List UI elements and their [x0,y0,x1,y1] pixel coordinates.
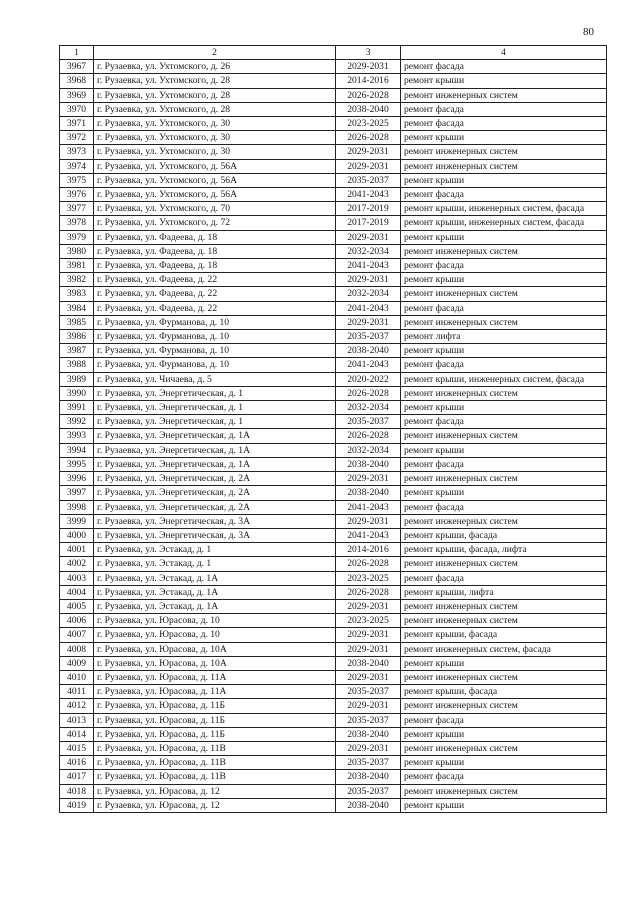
address-cell: г. Рузаевка, ул. Юрасова, д. 11Б [94,699,336,713]
row-number: 3985 [60,315,94,329]
address-cell: г. Рузаевка, ул. Ухтомского, д. 30 [94,145,336,159]
table-row [60,273,607,287]
address-cell: г. Рузаевка, ул. Юрасова, д. 11В [94,756,336,770]
table-row [60,330,607,344]
header-cell-2: 2 [94,46,336,60]
period-cell: 2026-2028 [336,88,401,102]
work-type-cell: ремонт крыши, фасада [401,685,607,699]
address-cell: г. Рузаевка, ул. Юрасова, д. 11В [94,770,336,784]
period-cell: 2029-2031 [336,145,401,159]
table-row [60,472,607,486]
table-row [60,315,607,329]
row-number: 4018 [60,784,94,798]
row-number: 4017 [60,770,94,784]
work-type-cell: ремонт крыши, фасада [401,528,607,542]
period-cell: 2038-2040 [336,486,401,500]
address-cell: г. Рузаевка, ул. Фадеева, д. 22 [94,287,336,301]
period-cell: 2035-2037 [336,415,401,429]
work-type-cell: ремонт фасада [401,102,607,116]
period-cell: 2020-2022 [336,372,401,386]
row-number: 4008 [60,642,94,656]
work-type-cell: ремонт фасада [401,415,607,429]
period-cell: 2035-2037 [336,713,401,727]
work-type-cell: ремонт инженерных систем [401,159,607,173]
period-cell: 2029-2031 [336,472,401,486]
work-type-cell: ремонт крыши [401,401,607,415]
period-cell: 2029-2031 [336,60,401,74]
period-cell: 2035-2037 [336,756,401,770]
table-row [60,614,607,628]
row-number: 4002 [60,557,94,571]
period-cell: 2029-2031 [336,159,401,173]
period-cell: 2035-2037 [336,330,401,344]
address-cell: г. Рузаевка, ул. Юрасова, д. 10А [94,656,336,670]
table-row [60,443,607,457]
work-type-cell: ремонт крыши [401,273,607,287]
row-number: 4003 [60,571,94,585]
period-cell: 2038-2040 [336,457,401,471]
table-row [60,301,607,315]
address-cell: г. Рузаевка, ул. Фадеева, д. 18 [94,230,336,244]
work-type-cell: ремонт инженерных систем [401,741,607,755]
row-number: 3991 [60,401,94,415]
period-cell: 2029-2031 [336,670,401,684]
table-row [60,798,607,812]
address-cell: г. Рузаевка, ул. Юрасова, д. 11А [94,685,336,699]
work-type-cell: ремонт инженерных систем [401,614,607,628]
table-row [60,528,607,542]
address-cell: г. Рузаевка, ул. Фурманова, д. 10 [94,358,336,372]
address-cell: г. Рузаевка, ул. Ухтомского, д. 28 [94,88,336,102]
table-row [60,628,607,642]
period-cell: 2026-2028 [336,557,401,571]
row-number: 3972 [60,131,94,145]
row-number: 3986 [60,330,94,344]
table-row [60,585,607,599]
work-type-cell: ремонт инженерных систем, фасада [401,642,607,656]
work-type-cell: ремонт лифта [401,330,607,344]
work-type-cell: ремонт крыши [401,756,607,770]
work-type-cell: ремонт фасада [401,117,607,131]
table-row [60,756,607,770]
repair-schedule-table [59,45,607,813]
table-row [60,429,607,443]
address-cell: г. Рузаевка, ул. Эстакад, д. 1А [94,585,336,599]
work-type-cell: ремонт инженерных систем [401,386,607,400]
period-cell: 2026-2028 [336,585,401,599]
table-row [60,656,607,670]
row-number: 4004 [60,585,94,599]
row-number: 3976 [60,188,94,202]
row-number: 4006 [60,614,94,628]
address-cell: г. Рузаевка, ул. Энергетическая, д. 1А [94,443,336,457]
address-cell: г. Рузаевка, ул. Юрасова, д. 11В [94,741,336,755]
row-number: 3994 [60,443,94,457]
row-number: 3995 [60,457,94,471]
row-number: 3982 [60,273,94,287]
table-row [60,287,607,301]
row-number: 3989 [60,372,94,386]
row-number: 3970 [60,102,94,116]
work-type-cell: ремонт инженерных систем [401,472,607,486]
header-cell-3: 3 [336,46,401,60]
table-row [60,784,607,798]
row-number: 3968 [60,74,94,88]
period-cell: 2017-2019 [336,216,401,230]
work-type-cell: ремонт фасада [401,301,607,315]
table-row [60,344,607,358]
table-row [60,117,607,131]
row-number: 3973 [60,145,94,159]
page-number: 80 [583,26,594,38]
row-number: 3998 [60,500,94,514]
work-type-cell: ремонт инженерных систем [401,88,607,102]
work-type-cell: ремонт инженерных систем [401,557,607,571]
address-cell: г. Рузаевка, ул. Ухтомского, д. 30 [94,117,336,131]
work-type-cell: ремонт инженерных систем [401,670,607,684]
row-number: 3980 [60,244,94,258]
address-cell: г. Рузаевка, ул. Ухтомского, д. 56А [94,188,336,202]
period-cell: 2026-2028 [336,386,401,400]
period-cell: 2041-2043 [336,528,401,542]
address-cell: г. Рузаевка, ул. Фадеева, д. 18 [94,259,336,273]
work-type-cell: ремонт крыши, фасада [401,628,607,642]
row-number: 3987 [60,344,94,358]
address-cell: г. Рузаевка, ул. Ухтомского, д. 30 [94,131,336,145]
table-row [60,571,607,585]
period-cell: 2038-2040 [336,344,401,358]
table-row [60,244,607,258]
table-row [60,159,607,173]
table-row [60,500,607,514]
period-cell: 2026-2028 [336,131,401,145]
address-cell: г. Рузаевка, ул. Ухтомского, д. 56А [94,159,336,173]
address-cell: г. Рузаевка, ул. Юрасова, д. 11Б [94,727,336,741]
address-cell: г. Рузаевка, ул. Энергетическая, д. 1 [94,386,336,400]
address-cell: г. Рузаевка, ул. Юрасова, д. 12 [94,784,336,798]
period-cell: 2023-2025 [336,571,401,585]
table-row [60,401,607,415]
row-number: 3975 [60,173,94,187]
table-row [60,457,607,471]
row-number: 3997 [60,486,94,500]
table-row [60,202,607,216]
row-number: 4001 [60,543,94,557]
work-type-cell: ремонт инженерных систем [401,784,607,798]
address-cell: г. Рузаевка, ул. Энергетическая, д. 3А [94,528,336,542]
row-number: 3967 [60,60,94,74]
work-type-cell: ремонт фасада [401,358,607,372]
address-cell: г. Рузаевка, ул. Фадеева, д. 22 [94,273,336,287]
period-cell: 2023-2025 [336,117,401,131]
address-cell: г. Рузаевка, ул. Юрасова, д. 10 [94,614,336,628]
period-cell: 2029-2031 [336,699,401,713]
period-cell: 2038-2040 [336,727,401,741]
period-cell: 2038-2040 [336,656,401,670]
table-row [60,74,607,88]
row-number: 3969 [60,88,94,102]
table-row [60,642,607,656]
row-number: 3979 [60,230,94,244]
work-type-cell: ремонт инженерных систем [401,315,607,329]
period-cell: 2029-2031 [336,741,401,755]
table-row [60,216,607,230]
period-cell: 2023-2025 [336,614,401,628]
row-number: 3981 [60,259,94,273]
work-type-cell: ремонт крыши, лифта [401,585,607,599]
table-row [60,543,607,557]
table-row [60,102,607,116]
row-number: 3999 [60,514,94,528]
work-type-cell: ремонт крыши [401,230,607,244]
row-number: 3984 [60,301,94,315]
header-row [60,46,607,60]
row-number: 4016 [60,756,94,770]
row-number: 3988 [60,358,94,372]
period-cell: 2041-2043 [336,188,401,202]
row-number: 3992 [60,415,94,429]
work-type-cell: ремонт крыши, инженерных систем, фасада [401,202,607,216]
address-cell: г. Рузаевка, ул. Эстакад, д. 1 [94,543,336,557]
address-cell: г. Рузаевка, ул. Ухтомского, д. 28 [94,102,336,116]
row-number: 3977 [60,202,94,216]
work-type-cell: ремонт фасада [401,60,607,74]
work-type-cell: ремонт крыши, фасада, лифта [401,543,607,557]
row-number: 4014 [60,727,94,741]
table-row [60,727,607,741]
work-type-cell: ремонт фасада [401,188,607,202]
work-type-cell: ремонт инженерных систем [401,699,607,713]
work-type-cell: ремонт крыши, инженерных систем, фасада [401,216,607,230]
address-cell: г. Рузаевка, ул. Энергетическая, д. 2А [94,472,336,486]
period-cell: 2029-2031 [336,230,401,244]
period-cell: 2017-2019 [336,202,401,216]
address-cell: г. Рузаевка, ул. Фурманова, д. 10 [94,330,336,344]
address-cell: г. Рузаевка, ул. Чичаева, д. 5 [94,372,336,386]
work-type-cell: ремонт инженерных систем [401,599,607,613]
period-cell: 2038-2040 [336,798,401,812]
period-cell: 2035-2037 [336,685,401,699]
row-number: 3993 [60,429,94,443]
work-type-cell: ремонт крыши [401,486,607,500]
table-row [60,131,607,145]
period-cell: 2041-2043 [336,358,401,372]
row-number: 4010 [60,670,94,684]
period-cell: 2035-2037 [336,173,401,187]
row-number: 4007 [60,628,94,642]
address-cell: г. Рузаевка, ул. Фадеева, д. 18 [94,244,336,258]
work-type-cell: ремонт фасада [401,500,607,514]
address-cell: г. Рузаевка, ул. Энергетическая, д. 1А [94,429,336,443]
work-type-cell: ремонт крыши, инженерных систем, фасада [401,372,607,386]
address-cell: г. Рузаевка, ул. Юрасова, д. 11Б [94,713,336,727]
period-cell: 2041-2043 [336,259,401,273]
address-cell: г. Рузаевка, ул. Эстакад, д. 1А [94,599,336,613]
address-cell: г. Рузаевка, ул. Юрасова, д. 10А [94,642,336,656]
period-cell: 2032-2034 [336,401,401,415]
table-row [60,685,607,699]
row-number: 4009 [60,656,94,670]
period-cell: 2029-2031 [336,315,401,329]
work-type-cell: ремонт крыши [401,173,607,187]
period-cell: 2029-2031 [336,273,401,287]
work-type-cell: ремонт фасада [401,770,607,784]
period-cell: 2029-2031 [336,514,401,528]
table-row [60,599,607,613]
row-number: 3978 [60,216,94,230]
table-row [60,358,607,372]
address-cell: г. Рузаевка, ул. Юрасова, д. 11А [94,670,336,684]
table-row [60,88,607,102]
work-type-cell: ремонт фасада [401,713,607,727]
work-type-cell: ремонт инженерных систем [401,145,607,159]
row-number: 4000 [60,528,94,542]
address-cell: г. Рузаевка, ул. Эстакад, д. 1А [94,571,336,585]
address-cell: г. Рузаевка, ул. Энергетическая, д. 1 [94,415,336,429]
row-number: 4013 [60,713,94,727]
work-type-cell: ремонт крыши [401,727,607,741]
period-cell: 2026-2028 [336,429,401,443]
table-row [60,415,607,429]
work-type-cell: ремонт инженерных систем [401,429,607,443]
row-number: 4012 [60,699,94,713]
period-cell: 2032-2034 [336,244,401,258]
address-cell: г. Рузаевка, ул. Энергетическая, д. 2А [94,500,336,514]
address-cell: г. Рузаевка, ул. Энергетическая, д. 2А [94,486,336,500]
period-cell: 2014-2016 [336,74,401,88]
address-cell: г. Рузаевка, ул. Ухтомского, д. 28 [94,74,336,88]
table-row [60,145,607,159]
work-type-cell: ремонт крыши [401,74,607,88]
work-type-cell: ремонт инженерных систем [401,244,607,258]
address-cell: г. Рузаевка, ул. Ухтомского, д. 26 [94,60,336,74]
row-number: 4011 [60,685,94,699]
table-row [60,713,607,727]
row-number: 3990 [60,386,94,400]
table-row [60,741,607,755]
table-row [60,699,607,713]
work-type-cell: ремонт крыши [401,798,607,812]
work-type-cell: ремонт крыши [401,344,607,358]
period-cell: 2038-2040 [336,102,401,116]
address-cell: г. Рузаевка, ул. Энергетическая, д. 1 [94,401,336,415]
header-cell-4: 4 [401,46,607,60]
row-number: 3974 [60,159,94,173]
table-row [60,173,607,187]
address-cell: г. Рузаевка, ул. Энергетическая, д. 1А [94,457,336,471]
table-row [60,770,607,784]
address-cell: г. Рузаевка, ул. Фадеева, д. 22 [94,301,336,315]
row-number: 3971 [60,117,94,131]
address-cell: г. Рузаевка, ул. Ухтомского, д. 72 [94,216,336,230]
address-cell: г. Рузаевка, ул. Фурманова, д. 10 [94,344,336,358]
period-cell: 2032-2034 [336,443,401,457]
row-number: 4005 [60,599,94,613]
address-cell: г. Рузаевка, ул. Юрасова, д. 12 [94,798,336,812]
work-type-cell: ремонт инженерных систем [401,287,607,301]
table-row [60,557,607,571]
table-row [60,386,607,400]
period-cell: 2041-2043 [336,500,401,514]
period-cell: 2014-2016 [336,543,401,557]
work-type-cell: ремонт инженерных систем [401,514,607,528]
period-cell: 2035-2037 [336,784,401,798]
work-type-cell: ремонт крыши [401,131,607,145]
work-type-cell: ремонт крыши [401,656,607,670]
work-type-cell: ремонт фасада [401,259,607,273]
period-cell: 2038-2040 [336,770,401,784]
address-cell: г. Рузаевка, ул. Ухтомского, д. 56А [94,173,336,187]
address-cell: г. Рузаевка, ул. Эстакад, д. 1 [94,557,336,571]
work-type-cell: ремонт фасада [401,571,607,585]
row-number: 4019 [60,798,94,812]
row-number: 4015 [60,741,94,755]
period-cell: 2029-2031 [336,642,401,656]
table-body [60,60,607,813]
table-row [60,372,607,386]
table-row [60,259,607,273]
period-cell: 2029-2031 [336,599,401,613]
table-row [60,188,607,202]
work-type-cell: ремонт крыши [401,443,607,457]
period-cell: 2029-2031 [336,628,401,642]
header-cell-1: 1 [60,46,94,60]
table-row [60,486,607,500]
address-cell: г. Рузаевка, ул. Ухтомского, д. 70 [94,202,336,216]
address-cell: г. Рузаевка, ул. Энергетическая, д. 3А [94,514,336,528]
table-row [60,60,607,74]
address-cell: г. Рузаевка, ул. Фурманова, д. 10 [94,315,336,329]
table-row [60,230,607,244]
table-row [60,514,607,528]
table-row [60,670,607,684]
work-type-cell: ремонт фасада [401,457,607,471]
period-cell: 2032-2034 [336,287,401,301]
row-number: 3983 [60,287,94,301]
address-cell: г. Рузаевка, ул. Юрасова, д. 10 [94,628,336,642]
row-number: 3996 [60,472,94,486]
period-cell: 2041-2043 [336,301,401,315]
